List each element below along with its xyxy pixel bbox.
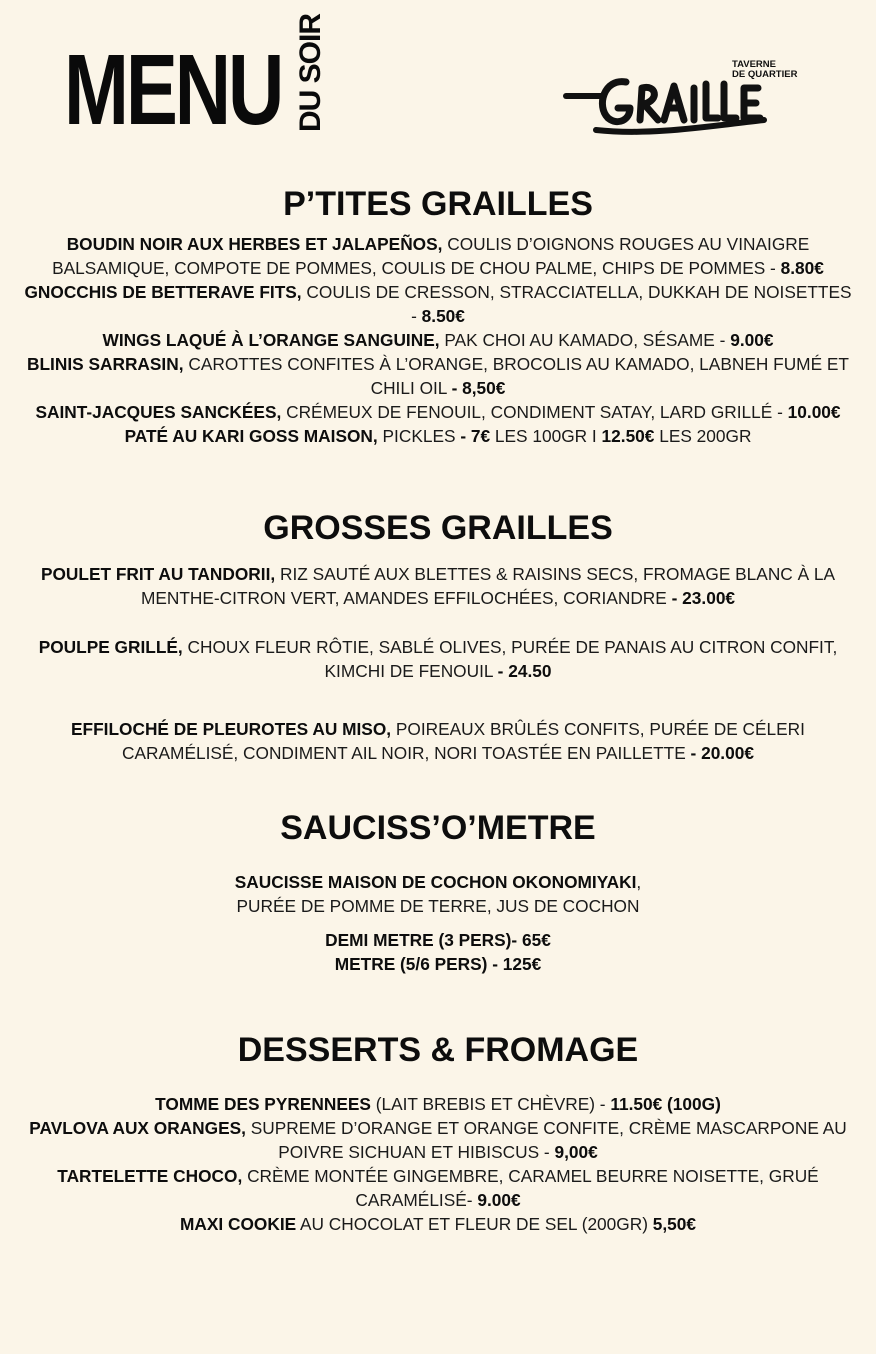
- item-name: SAINT-JACQUES SANCKÉES,: [35, 402, 282, 422]
- item-description: CHOUX FLEUR RÔTIE, SABLÉ OLIVES, PURÉE DE PANAIS AU CITRON CONFIT, KIMCHI DE FENOUIL: [182, 637, 838, 681]
- item-price: [20, 952, 856, 976]
- item-description: CRÉMEUX DE FENOUIL, CONDIMENT SATAY, LARD GRILLÉ -: [281, 402, 788, 422]
- item-name: TARTELETTE CHOCO,: [57, 1166, 243, 1186]
- menu-subtitle: DU SOIR: [294, 13, 327, 132]
- menu-item: [20, 280, 856, 328]
- item-price: [20, 928, 856, 952]
- menu-item: [20, 400, 856, 424]
- item-description: (LAIT BREBIS ET CHÈVRE) -: [370, 1094, 611, 1114]
- item-name: WINGS LAQUÉ À L’ORANGE SANGUINE,: [102, 330, 440, 350]
- menu-item: [20, 1212, 856, 1236]
- menu-item: [20, 1116, 856, 1164]
- item-description: SUPREME D’ORANGE ET ORANGE CONFITE, CRÈME MASCARPONE AU POIVRE SICHUAN ET HIBISCUS -: [245, 1118, 847, 1162]
- item-description: ,: [636, 872, 642, 892]
- menu-item: [20, 717, 856, 765]
- menu-title: MENU: [64, 34, 282, 146]
- menu-item: [20, 352, 856, 400]
- item-description: PICKLES: [377, 426, 461, 446]
- section-title: GROSSES GRAILLES: [263, 509, 613, 547]
- logo-tagline: [732, 60, 797, 80]
- menu-item: [20, 635, 856, 683]
- section-title: DESSERTS & FROMAGE: [237, 1031, 639, 1069]
- item-price: 5,50€: [652, 1214, 697, 1234]
- section-ptites-grailles: [20, 184, 856, 448]
- item-name: POULPE GRILLÉ,: [38, 637, 183, 657]
- item-description: POIREAUX BRÛLÉS CONFITS, PURÉE DE CÉLERI CARAMÉLISÉ, CONDIMENT AIL NOIR, NORI TOASTÉE EN PAILLETTE: [122, 719, 805, 763]
- item-price: 11.50€ (100G): [610, 1094, 721, 1114]
- item-description: PAK CHOI AU KAMADO, SÉSAME -: [439, 330, 731, 350]
- price-metre: METRE (5/6 PERS) - 125€: [334, 954, 542, 974]
- menu-item: [20, 328, 856, 352]
- item-description: AU CHOCOLAT ET FLEUR DE SEL (200GR): [296, 1214, 653, 1234]
- menu-item: [20, 424, 856, 448]
- section-grosses-grailles: [20, 508, 856, 765]
- item-name: GNOCCHIS DE BETTERAVE FITS,: [24, 282, 302, 302]
- item-name: EFFILOCHÉ DE PLEUROTES AU MISO,: [71, 719, 392, 739]
- item-price: - 20.00€: [690, 743, 754, 763]
- item-description: COULIS D’OIGNONS ROUGES AU VINAIGRE BALSAMIQUE, COMPOTE DE POMMES, COULIS DE CHOU PALME, CHIPS DE POMMES -: [52, 234, 810, 278]
- item-name: BOUDIN NOIR AUX HERBES ET JALAPEÑOS,: [66, 234, 443, 254]
- item-price: 10.00€: [787, 402, 841, 422]
- price-demi-metre: DEMI METRE (3 PERS)- 65€: [325, 930, 551, 950]
- item-name: SAUCISSE MAISON DE COCHON OKONOMIYAKI: [234, 872, 637, 892]
- menu-item: [20, 1164, 856, 1212]
- menu-item: [20, 870, 856, 894]
- item-description: LES 100GR I: [490, 426, 602, 446]
- item-name: PAVLOVA AUX ORANGES,: [29, 1118, 246, 1138]
- item-description: COULIS DE CRESSON, STRACCIATELLA, DUKKAH DE NOISETTES -: [301, 282, 852, 326]
- item-price: 9.00€: [730, 330, 774, 350]
- graille-logo: [560, 48, 810, 148]
- menu-item: [20, 562, 856, 610]
- item-price: - 8,50€: [451, 378, 506, 398]
- item-name: POULET FRIT AU TANDORII,: [40, 564, 276, 584]
- logo-tagline-line1: TAVERNE: [732, 59, 776, 70]
- logo-tagline-line2: DE QUARTIER: [732, 69, 798, 80]
- item-name: BLINIS SARRASIN,: [27, 354, 184, 374]
- section-saucissometre: [20, 808, 856, 976]
- item-price: - 24.50: [497, 661, 552, 681]
- item-description: PURÉE DE POMME DE TERRE, JUS DE COCHON: [236, 896, 640, 916]
- item-price: 9,00€: [554, 1142, 598, 1162]
- item-price: 12.50€: [601, 426, 655, 446]
- section-title: P’TITES GRAILLES: [283, 185, 593, 223]
- item-price: 8.80€: [780, 258, 824, 278]
- menu-header: [0, 0, 876, 170]
- menu-item: [20, 232, 856, 280]
- section-desserts-fromage: [20, 1030, 856, 1236]
- item-description: CRÈME MONTÉE GINGEMBRE, CARAMEL BEURRE NOISETTE, GRUÉ CARAMÉLISÉ-: [242, 1166, 819, 1210]
- item-name: MAXI COOKIE: [179, 1214, 297, 1234]
- section-title: SAUCISS’O’METRE: [280, 809, 596, 847]
- item-description: CAROTTES CONFITES À L’ORANGE, BROCOLIS AU KAMADO, LABNEH FUMÉ ET CHILI OIL: [183, 354, 849, 398]
- item-name: TOMME DES PYRENNEES: [155, 1094, 371, 1114]
- item-price: 8.50€: [421, 306, 465, 326]
- item-description: LES 200GR: [654, 426, 752, 446]
- item-price: - 7€: [460, 426, 491, 446]
- item-name: PATÉ AU KARI GOSS MAISON,: [124, 426, 378, 446]
- item-price: 9.00€: [477, 1190, 521, 1210]
- menu-item: [20, 1092, 856, 1116]
- item-description: RIZ SAUTÉ AUX BLETTES & RAISINS SECS, FROMAGE BLANC À LA MENTHE-CITRON VERT, AMANDES EFFILOCHÉES, CORIANDRE: [140, 564, 836, 608]
- item-price: - 23.00€: [671, 588, 736, 608]
